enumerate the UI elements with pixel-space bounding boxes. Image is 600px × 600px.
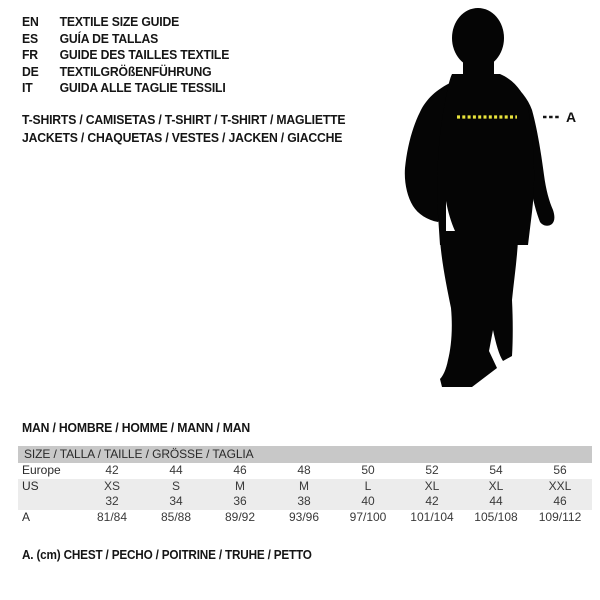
language-code: ES bbox=[22, 30, 38, 46]
size-table-header: SIZE / TALLA / TAILLE / GRÖSSE / TAGLIA bbox=[18, 446, 592, 463]
size-cell: 56 bbox=[553, 463, 567, 477]
size-table bbox=[18, 446, 592, 525]
size-row-alt bbox=[18, 494, 592, 510]
size-row-label: A bbox=[22, 509, 31, 524]
size-cell: 38 bbox=[297, 494, 311, 509]
size-cell: 85/88 bbox=[160, 509, 192, 524]
category-line-tshirts: T-SHIRTS / CAMISETAS / T-SHIRT / T-SHIRT / MAGLIETTE bbox=[22, 112, 346, 127]
size-cell: 42 bbox=[105, 463, 119, 477]
language-code: IT bbox=[22, 80, 33, 96]
size-cell: 46 bbox=[233, 463, 247, 477]
size-cell: 44 bbox=[489, 494, 503, 509]
size-row-us bbox=[18, 479, 592, 495]
language-row bbox=[22, 47, 229, 64]
size-cell: 34 bbox=[169, 494, 183, 509]
size-cell: M bbox=[299, 478, 309, 493]
size-cell: 54 bbox=[489, 463, 503, 477]
language-label: TEXTILE SIZE GUIDE bbox=[59, 14, 180, 29]
language-code: FR bbox=[22, 47, 38, 63]
size-cell: 109/112 bbox=[538, 509, 582, 524]
size-cell: 32 bbox=[105, 494, 119, 509]
size-row-chest-a bbox=[18, 510, 592, 526]
size-cell: 36 bbox=[233, 494, 247, 509]
size-cell: 48 bbox=[297, 463, 311, 477]
garment-categories bbox=[22, 111, 345, 146]
measure-label-a: A bbox=[566, 109, 577, 125]
size-cell: 105/108 bbox=[474, 509, 518, 524]
legs bbox=[440, 240, 518, 387]
language-row bbox=[22, 80, 229, 97]
size-row-label: US bbox=[22, 478, 39, 493]
language-row bbox=[22, 31, 229, 48]
category-line-jackets: JACKETS / CHAQUETAS / VESTES / JACKEN / GIACCHE bbox=[22, 129, 343, 145]
size-cell: M bbox=[235, 478, 245, 493]
language-label: GUÍA DE TALLAS bbox=[59, 30, 159, 46]
torso bbox=[437, 74, 534, 245]
size-cell: XL bbox=[424, 478, 440, 493]
size-row-europe bbox=[18, 463, 592, 479]
language-label: GUIDE DES TAILLES TEXTILE bbox=[59, 47, 230, 63]
size-cell: 89/92 bbox=[224, 509, 256, 524]
size-cell: 81/84 bbox=[96, 509, 128, 524]
size-cell: XS bbox=[103, 478, 120, 493]
size-cell: 46 bbox=[553, 494, 567, 509]
size-cell: 52 bbox=[425, 463, 439, 477]
language-list bbox=[22, 14, 242, 97]
language-label: TEXTILGRÖßENFÜHRUNG bbox=[59, 63, 212, 79]
size-cell: S bbox=[171, 478, 180, 493]
size-cell: XL bbox=[488, 478, 504, 493]
language-code: DE bbox=[22, 63, 39, 79]
size-cell: 50 bbox=[361, 463, 375, 477]
language-label: GUIDA ALLE TAGLIE TESSILI bbox=[59, 80, 226, 96]
language-row bbox=[22, 64, 229, 81]
language-row bbox=[22, 14, 229, 31]
size-row-label: Europe bbox=[22, 463, 61, 477]
size-cell: 44 bbox=[169, 463, 183, 477]
size-cell: 97/100 bbox=[349, 509, 387, 524]
size-cell: 93/96 bbox=[288, 509, 320, 524]
man-silhouette bbox=[400, 0, 600, 400]
size-row-label bbox=[18, 494, 80, 510]
size-cell: L bbox=[364, 478, 372, 493]
size-cell: 40 bbox=[361, 494, 375, 509]
section-title-man: MAN / HOMBRE / HOMME / MANN / MAN bbox=[22, 420, 251, 435]
size-cell: 101/104 bbox=[410, 509, 454, 524]
size-cell: 42 bbox=[425, 494, 439, 509]
measurement-footnote: A. (cm) CHEST / PECHO / POITRINE / TRUHE / PETTO bbox=[22, 548, 312, 562]
language-code: EN bbox=[22, 14, 39, 29]
size-cell: XXL bbox=[548, 478, 572, 493]
